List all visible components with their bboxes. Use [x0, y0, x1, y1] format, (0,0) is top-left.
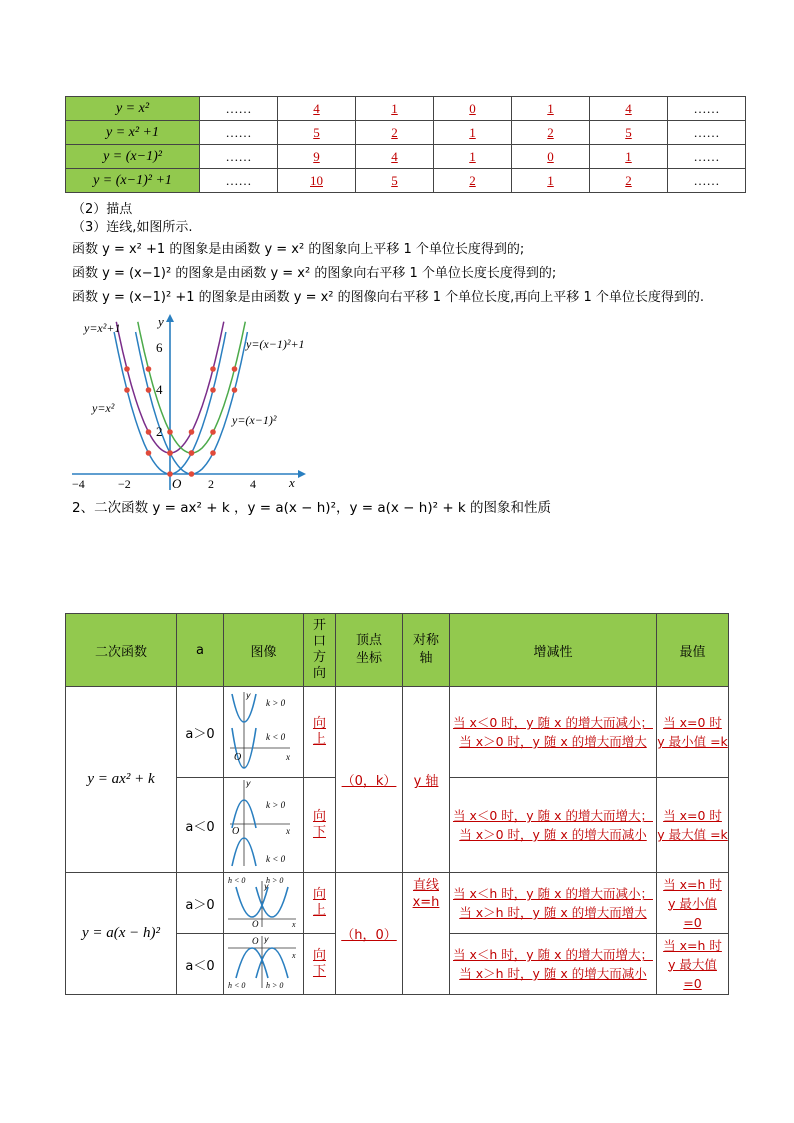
curve-label-f2: y=x²: [92, 401, 115, 415]
header-cell: 开口方向: [304, 614, 336, 687]
row-label: y = (x−1)² +1: [66, 169, 200, 193]
svg-text:y: y: [263, 935, 269, 944]
axis-cell: 直线 x=h: [403, 873, 450, 995]
cell: 2: [356, 121, 434, 145]
svg-text:h > 0: h > 0: [265, 876, 283, 885]
mini-graph-cell: [224, 778, 304, 873]
table-row: [66, 121, 746, 145]
x-tick-label: −2: [118, 477, 131, 491]
cell: 1: [356, 97, 434, 121]
step-3-text: （3）连线,如图所示.: [72, 220, 193, 235]
table-header-row: [66, 614, 729, 687]
svg-text:O: O: [231, 826, 239, 837]
plotted-point: [189, 429, 195, 435]
header-cell: 最值: [657, 614, 729, 687]
plotted-point: [189, 471, 195, 477]
cell: ……: [200, 97, 278, 121]
mini-graph: [226, 873, 302, 929]
monotonicity-cell: 当 x＜0 时，y 随 x 的增大而减小； 当 x＞0 时，y 随 x 的增大而增大: [450, 687, 657, 778]
direction-cell: 向下: [304, 778, 336, 873]
value-table: [65, 96, 746, 193]
cell: 4: [278, 97, 356, 121]
cell: ……: [668, 97, 746, 121]
x-tick-label: 2: [208, 477, 214, 491]
curve-label-f4: y=(x−1)²: [232, 413, 277, 427]
mini-graph: [226, 934, 302, 990]
cell: 2: [590, 169, 668, 193]
y-tick-label: 4: [156, 382, 163, 397]
svg-text:x: x: [291, 951, 296, 960]
plotted-point: [232, 366, 238, 372]
svg-text:y: y: [245, 691, 251, 700]
parabola-graph: [70, 312, 340, 492]
property-table: [65, 613, 729, 995]
svg-text:O: O: [251, 936, 258, 946]
mini-graph: [226, 778, 302, 868]
table-row: [66, 169, 746, 193]
direction-cell: 向上: [304, 873, 336, 934]
cell: 1: [590, 145, 668, 169]
header-cell: 增减性: [450, 614, 657, 687]
x-axis-label: x: [289, 475, 295, 490]
table-row: [66, 687, 729, 778]
points: [124, 366, 237, 477]
x-tick-label: 4: [250, 477, 256, 491]
x-axis-arrow: [298, 470, 306, 478]
plotted-point: [210, 387, 216, 393]
cell: 5: [278, 121, 356, 145]
cell: ……: [200, 121, 278, 145]
row-label: y = (x−1)²: [66, 145, 200, 169]
section-2-heading: 2、二次函数 y = ax² + k ，y = a(x − h)²，y = a(x − h)² + k 的图象和性质: [72, 500, 552, 516]
cell: ……: [668, 169, 746, 193]
mini-graph-cell: [224, 873, 304, 934]
step-2-text: （2）描点: [72, 202, 133, 217]
cell: ……: [668, 121, 746, 145]
cell: 0: [512, 145, 590, 169]
row-label: y = x²: [66, 97, 200, 121]
y-tick-label: 2: [156, 424, 163, 439]
cell: 1: [512, 169, 590, 193]
extremum-cell: 当 x=0 时 y 最大值 =k: [657, 778, 729, 873]
explanation-line-1: 函数 y = x² +1 的图象是由函数 y = x² 的图象向上平移 1 个单位长度得到的;: [72, 242, 525, 257]
curve-label-f1: y=x²+1: [84, 321, 121, 335]
explanation-line-2: 函数 y = (x−1)² 的图象是由函数 y = x² 的图象向右平移 1 个单位长度长度得到的;: [72, 266, 557, 281]
svg-text:h < 0: h < 0: [227, 876, 245, 885]
axis-cell: y 轴: [403, 687, 450, 873]
cell: 2: [512, 121, 590, 145]
plotted-point: [146, 366, 152, 372]
svg-text:k < 0: k < 0: [265, 854, 285, 864]
svg-text:x: x: [291, 920, 296, 929]
plotted-point: [124, 387, 130, 393]
monotonicity-cell: 当 x＜h 时，y 随 x 的增大而减小； 当 x＞h 时，y 随 x 的增大而增大: [450, 873, 657, 934]
vertex-cell: （0，k）: [336, 687, 403, 873]
mini-graph-cell: [224, 934, 304, 995]
svg-text:h < 0: h < 0: [227, 981, 245, 990]
svg-text:x: x: [285, 826, 290, 836]
curves: [114, 322, 247, 474]
cell: ……: [200, 145, 278, 169]
table-row: [66, 97, 746, 121]
y-axis-arrow: [166, 314, 174, 322]
svg-text:y: y: [245, 779, 251, 788]
extremum-cell: 当 x=0 时 y 最小值 =k: [657, 687, 729, 778]
plotted-point: [146, 387, 152, 393]
plotted-point: [210, 450, 216, 456]
a-cell: a＞0: [177, 687, 224, 778]
cell: 1: [434, 121, 512, 145]
plotted-point: [167, 429, 173, 435]
a-cell: a＜0: [177, 934, 224, 995]
a-cell: a＜0: [177, 778, 224, 873]
extremum-cell: 当 x=h 时 y 最大值 =0: [657, 934, 729, 995]
explanation-line-3: 函数 y = (x−1)² +1 的图象是由函数 y = x² 的图像向右平移 1 个单位长度,再向上平移 1 个单位长度得到的.: [72, 290, 704, 305]
function-cell: y = ax² + k: [66, 687, 177, 873]
header-cell: 二次函数: [66, 614, 177, 687]
y-tick-label: 6: [156, 340, 163, 355]
a-cell: a＞0: [177, 873, 224, 934]
monotonicity-cell: 当 x＜0 时，y 随 x 的增大而增大； 当 x＞0 时，y 随 x 的增大而减小: [450, 778, 657, 873]
cell: 5: [590, 121, 668, 145]
cell: 4: [590, 97, 668, 121]
cell: 1: [434, 145, 512, 169]
table-row: [66, 145, 746, 169]
cell: 9: [278, 145, 356, 169]
cell: 10: [278, 169, 356, 193]
origin-label: O: [172, 476, 182, 491]
svg-text:O: O: [251, 919, 258, 929]
svg-text:h > 0: h > 0: [265, 981, 283, 990]
svg-text:k > 0: k > 0: [265, 800, 285, 810]
cell: 1: [512, 97, 590, 121]
plotted-point: [232, 387, 238, 393]
y-axis-label: y: [158, 314, 164, 329]
svg-text:O: O: [233, 752, 241, 763]
svg-text:y: y: [263, 882, 269, 891]
vertex-cell: （h，0）: [336, 873, 403, 995]
monotonicity-cell: 当 x＜h 时，y 随 x 的增大而增大； 当 x＞h 时，y 随 x 的增大而减小: [450, 934, 657, 995]
direction-cell: 向上: [304, 687, 336, 778]
cell: 2: [434, 169, 512, 193]
plotted-point: [167, 450, 173, 456]
plotted-point: [146, 429, 152, 435]
header-cell: a: [177, 614, 224, 687]
cell: 4: [356, 145, 434, 169]
plotted-point: [189, 450, 195, 456]
row-label: y = x² +1: [66, 121, 200, 145]
mini-graph-cell: [224, 687, 304, 778]
cell: 0: [434, 97, 512, 121]
cell: ……: [200, 169, 278, 193]
svg-text:k > 0: k > 0: [265, 698, 285, 708]
svg-text:k < 0: k < 0: [265, 732, 285, 742]
mini-graph: [226, 688, 302, 772]
header-cell: 图像: [224, 614, 304, 687]
table-row: [66, 873, 729, 934]
plotted-point: [210, 429, 216, 435]
plotted-point: [146, 450, 152, 456]
plotted-point: [124, 366, 130, 372]
curve-label-f3: y=(x−1)²+1: [246, 337, 305, 351]
header-cell: 顶点坐标: [336, 614, 403, 687]
x-tick-label: −4: [72, 477, 85, 491]
direction-cell: 向下: [304, 934, 336, 995]
plotted-point: [210, 366, 216, 372]
cell: ……: [668, 145, 746, 169]
extremum-cell: 当 x=h 时 y 最小值 =0: [657, 873, 729, 934]
header-cell: 对称轴: [403, 614, 450, 687]
cell: 5: [356, 169, 434, 193]
svg-text:x: x: [285, 752, 290, 762]
function-cell: y = a(x − h)²: [66, 873, 177, 995]
